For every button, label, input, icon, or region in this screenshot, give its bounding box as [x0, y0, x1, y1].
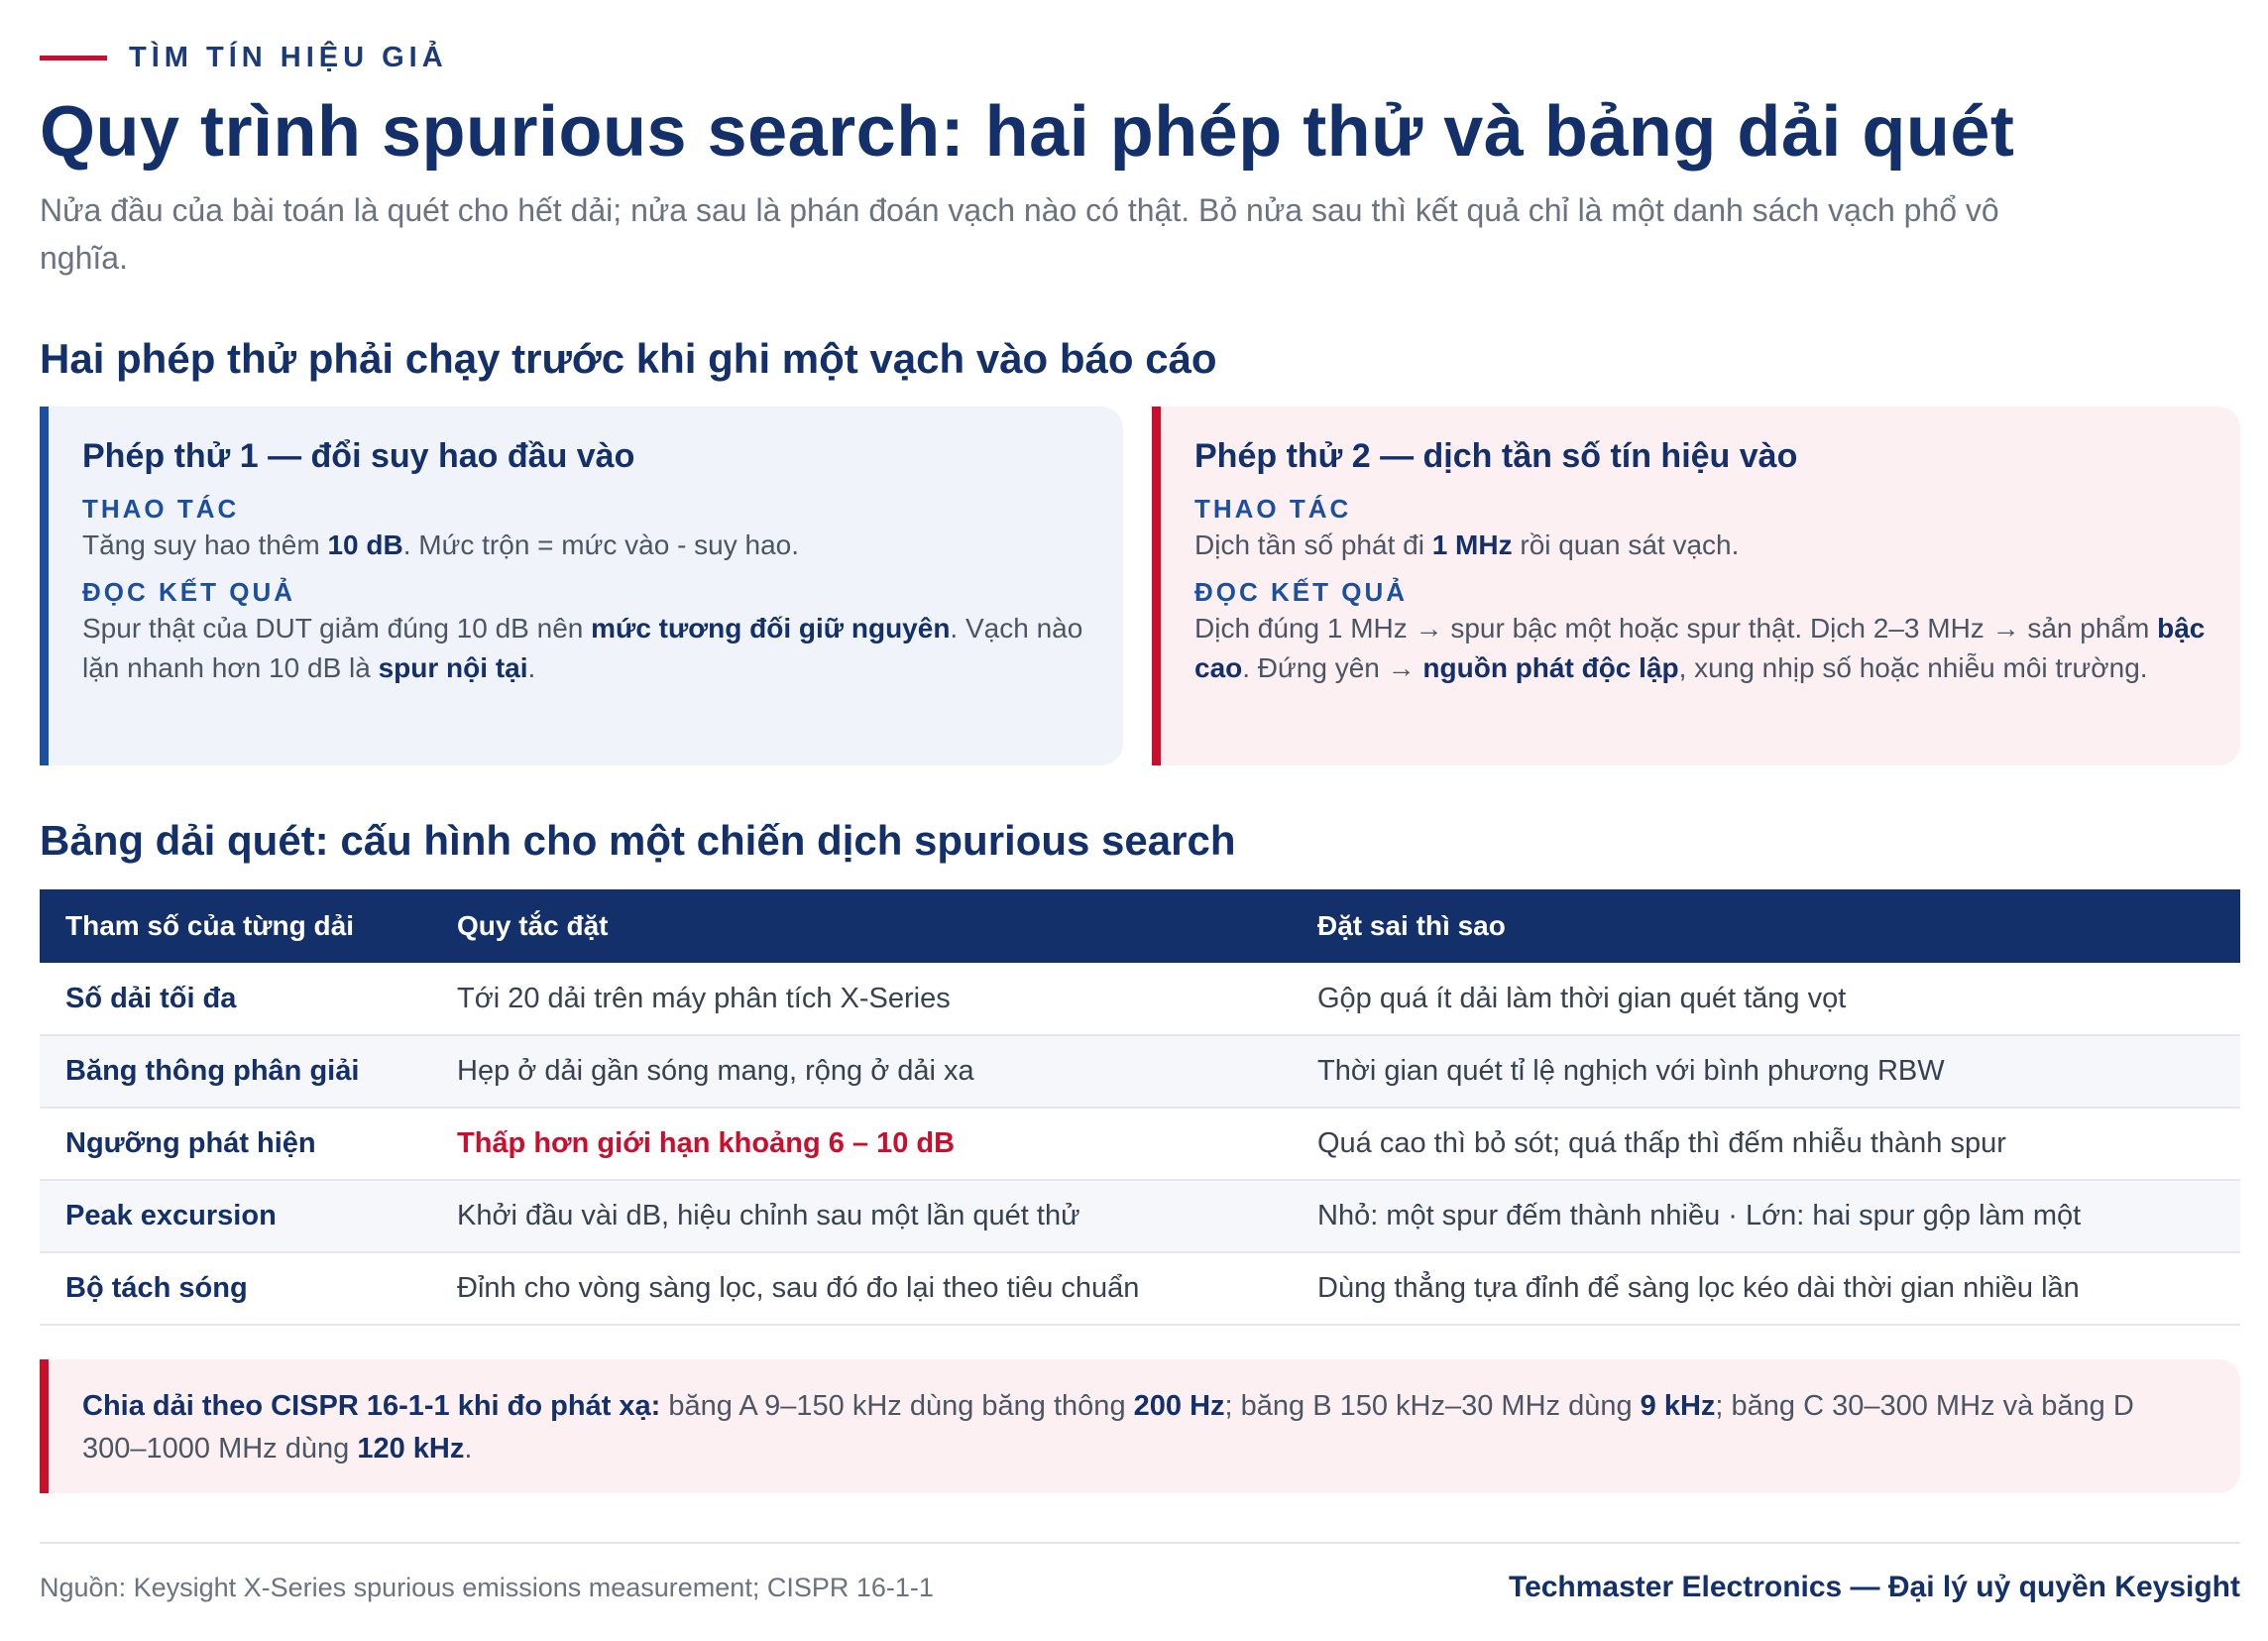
rule-cell: Hẹp ở dải gần sóng mang, rộng ở dải xa: [431, 1035, 1292, 1108]
table-row: [40, 1180, 2240, 1252]
param-cell: Peak excursion: [40, 1180, 431, 1252]
test-card-2: [1152, 407, 2240, 765]
sweep-table: [40, 889, 2240, 1326]
footer-source: Nguồn: Keysight X-Series spurious emissions measurement; CISPR 16-1-1: [40, 1573, 934, 1602]
column-header: Tham số của từng dải: [40, 889, 431, 963]
param-cell: Bộ tách sóng: [40, 1252, 431, 1325]
kicker-accent-bar: [40, 56, 107, 60]
page: [40, 0, 2240, 1641]
result-text: Dịch đúng 1 MHz → spur bậc một hoặc spur thật. Dịch 2–3 MHz → sản phẩm bậc cao. Đứng yên → nguồn phát độc lập, xung nhịp số hoặc nhiễu môi trường.: [1194, 613, 2206, 683]
rule-cell: Khởi đầu vài dB, hiệu chỉnh sau một lần quét thử: [431, 1180, 1292, 1252]
column-header: Đặt sai thì sao: [1292, 889, 2240, 963]
rule-cell: Đỉnh cho vòng sàng lọc, sau đó đo lại theo tiêu chuẩn: [431, 1252, 1292, 1325]
action-label: THAO TÁC: [1194, 494, 1352, 524]
footer-brand: Techmaster Electronics — Đại lý uỷ quyền Keysight: [1508, 1571, 2240, 1603]
test-card-title: Phép thử 2 — dịch tần số tín hiệu vào: [1194, 437, 1798, 475]
section-title-tests: Hai phép thử phải chạy trước khi ghi một vạch vào báo cáo: [40, 335, 1217, 382]
action-text: Dịch tần số phát đi 1 MHz rồi quan sát vạch.: [1194, 529, 1740, 560]
table-row: [40, 963, 2240, 1035]
consequence-cell: Dùng thẳng tựa đỉnh để sàng lọc kéo dài thời gian nhiều lần: [1292, 1252, 2240, 1325]
result-label: ĐỌC KẾT QUẢ: [82, 577, 295, 607]
action-text: Tăng suy hao thêm 10 dB. Mức trộn = mức vào - suy hao.: [82, 529, 800, 560]
column-header: Quy tắc đặt: [431, 889, 1292, 963]
param-cell: Băng thông phân giải: [40, 1035, 431, 1108]
table-row: [40, 1252, 2240, 1325]
footer-divider: [40, 1542, 2240, 1544]
kicker: [40, 40, 448, 75]
rule-cell: Tới 20 dải trên máy phân tích X-Series: [431, 963, 1292, 1035]
rule-cell-highlight: Thấp hơn giới hạn khoảng 6 – 10 dB: [431, 1108, 1292, 1180]
consequence-cell: Gộp quá ít dải làm thời gian quét tăng vọt: [1292, 963, 2240, 1035]
test-card-1: [40, 407, 1123, 765]
consequence-cell: Nhỏ: một spur đếm thành nhiều · Lớn: hai spur gộp làm một: [1292, 1180, 2240, 1252]
param-cell: Số dải tối đa: [40, 963, 431, 1035]
consequence-cell: Thời gian quét tỉ lệ nghịch với bình phương RBW: [1292, 1035, 2240, 1108]
table-header-row: [40, 889, 2240, 963]
section-title-table: Bảng dải quét: cấu hình cho một chiến dịch spurious search: [40, 817, 1236, 864]
test-card-title: Phép thử 1 — đổi suy hao đầu vào: [82, 437, 635, 475]
table-row: [40, 1108, 2240, 1180]
action-label: THAO TÁC: [82, 494, 240, 524]
kicker-text: TÌM TÍN HIỆU GIẢ: [129, 41, 448, 73]
table-row: [40, 1035, 2240, 1108]
consequence-cell: Quá cao thì bỏ sót; quá thấp thì đếm nhiễu thành spur: [1292, 1108, 2240, 1180]
cispr-note: Chia dải theo CISPR 16-1-1 khi đo phát xạ: băng A 9–150 kHz dùng băng thông 200 Hz; băng B 150 kHz–30 MHz dùng 9 kHz; băng C 30–300 MHz và băng D 300–1000 MHz dùng 120 kHz.: [40, 1359, 2240, 1493]
result-text: Spur thật của DUT giảm đúng 10 dB nên mức tương đối giữ nguyên. Vạch nào lặn nhanh hơn 10 dB là spur nội tại.: [82, 613, 1083, 683]
result-label: ĐỌC KẾT QUẢ: [1194, 577, 1408, 607]
param-cell: Ngưỡng phát hiện: [40, 1108, 431, 1180]
page-title: Quy trình spurious search: hai phép thử và bảng dải quét: [40, 92, 2015, 172]
lead-paragraph: Nửa đầu của bài toán là quét cho hết dải; nửa sau là phán đoán vạch nào có thật. Bỏ nửa sau thì kết quả chỉ là một danh sách vạch phổ vô nghĩa.: [40, 192, 1999, 276]
